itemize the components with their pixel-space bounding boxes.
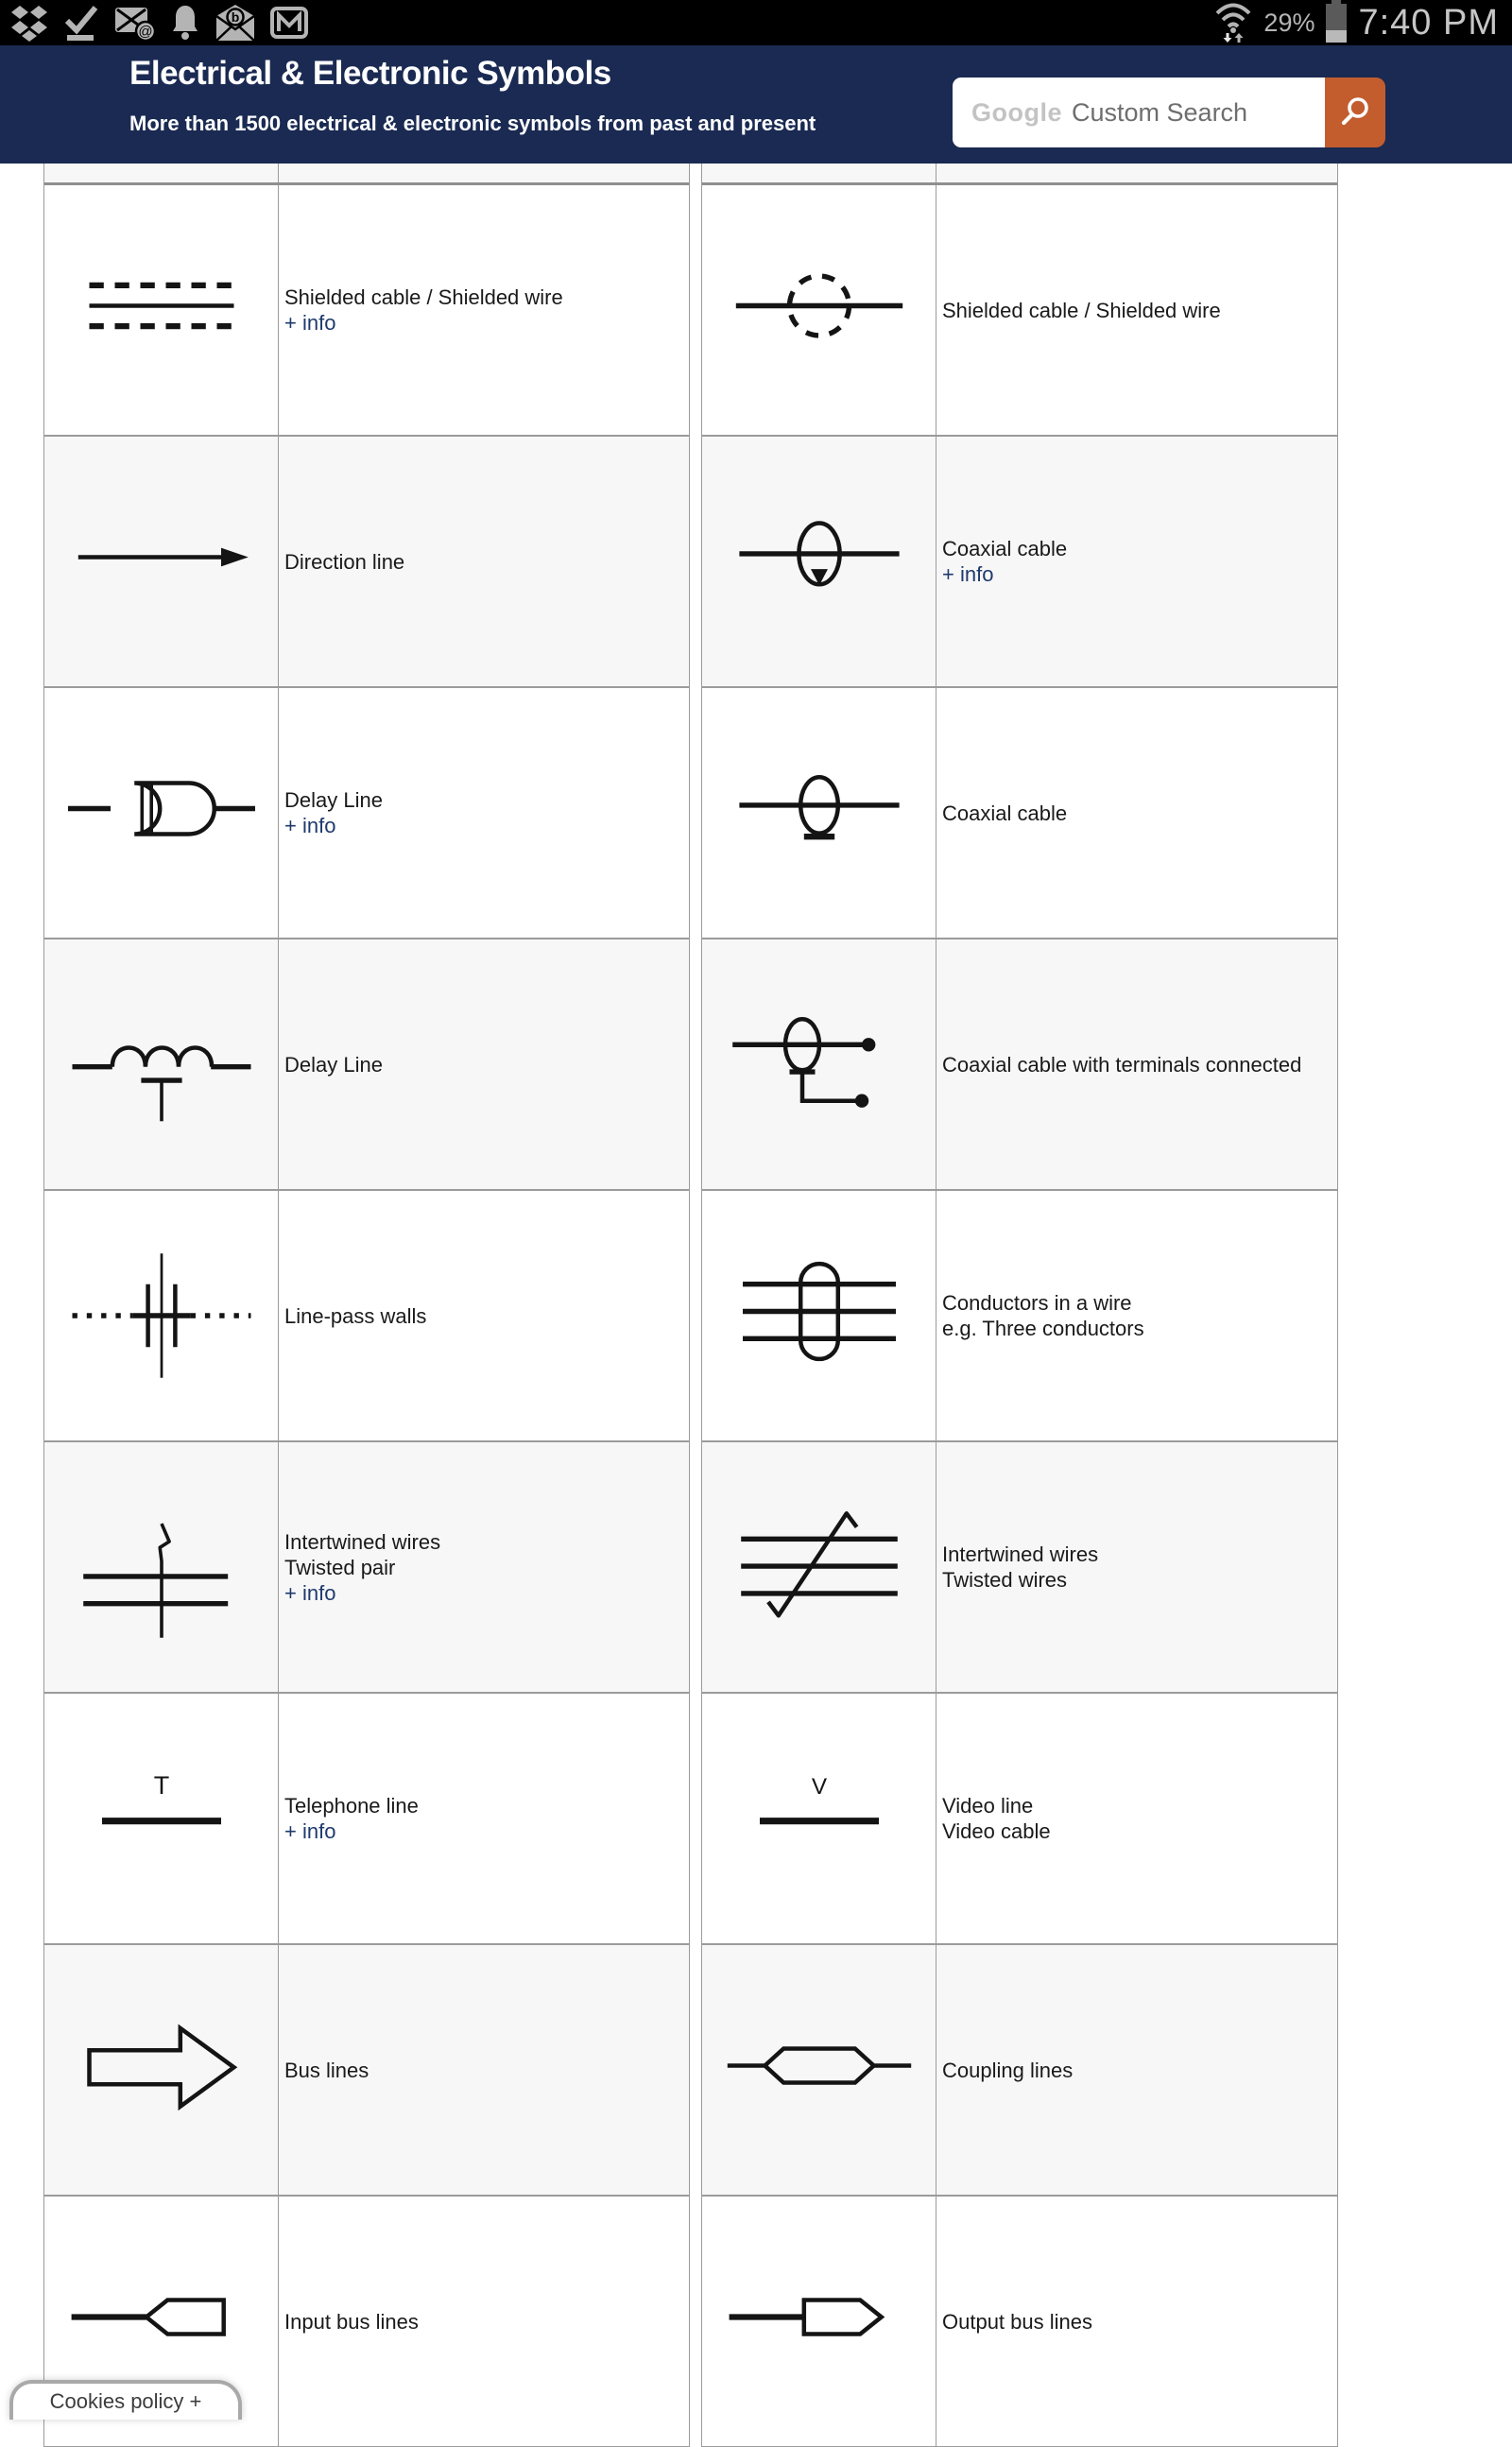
svg-text:b: b xyxy=(231,9,240,25)
coaxial-cable-symbol xyxy=(717,739,921,887)
info-link[interactable]: + info xyxy=(284,1819,336,1843)
symbol-description: Intertwined wires xyxy=(284,1529,441,1554)
symbol-row xyxy=(44,1191,689,1442)
mail-open-b-icon xyxy=(214,4,257,42)
bell-icon xyxy=(169,4,201,42)
google-watermark: Google xyxy=(971,97,1062,127)
symbol-row xyxy=(702,688,1337,939)
info-link[interactable]: + info xyxy=(284,1580,336,1605)
symbol-cell xyxy=(44,688,279,938)
symbol-row xyxy=(702,2197,1337,2446)
notification-icons xyxy=(9,4,309,42)
dropbox-icon xyxy=(9,4,49,42)
battery-percent: 29% xyxy=(1263,8,1315,37)
symbol-cell xyxy=(702,185,936,435)
cookies-policy-tab[interactable] xyxy=(9,2380,242,2420)
description-cell xyxy=(936,1191,1337,1440)
description-cell xyxy=(936,1945,1337,2195)
video-line-symbol xyxy=(717,1745,921,1892)
symbol-row xyxy=(44,1442,689,1694)
description-cell xyxy=(936,1694,1337,1943)
clipped-row xyxy=(702,164,1337,185)
description-cell xyxy=(279,688,689,938)
symbol-cell xyxy=(702,1694,936,1943)
symbol-row xyxy=(702,1945,1337,2197)
symbol-cell xyxy=(44,1442,279,1692)
description-cell xyxy=(279,2197,689,2446)
symbol-row xyxy=(44,688,689,939)
symbol-description: Video line xyxy=(942,1794,1034,1818)
search-button[interactable] xyxy=(1325,78,1385,147)
direction-line-symbol xyxy=(60,488,264,635)
symbol-row xyxy=(702,185,1337,437)
wifi-arrows-icon xyxy=(1212,0,1254,47)
symbol-cell xyxy=(702,1191,936,1440)
symbol-cell xyxy=(44,1694,279,1943)
cookies-policy-label: Cookies policy + xyxy=(49,2389,202,2413)
page-title: Electrical & Electronic Symbols xyxy=(129,55,611,92)
symbol-description: e.g. Three conductors xyxy=(942,1317,1144,1340)
description-cell xyxy=(936,437,1337,686)
symbol-cell xyxy=(702,1442,936,1692)
description-cell xyxy=(279,437,689,686)
symbol-cell xyxy=(702,688,936,938)
symbol-row xyxy=(44,1694,689,1945)
symbol-description: Delay Line xyxy=(284,1052,383,1077)
symbol-cell xyxy=(702,1945,936,2195)
symbol-description: Conductors in a wire xyxy=(942,1291,1132,1315)
symbols-table-right xyxy=(701,164,1338,2447)
symbol-cell xyxy=(44,1191,279,1440)
symbol-cell xyxy=(44,437,279,686)
bus-lines-symbol xyxy=(60,1996,264,2144)
symbol-row xyxy=(44,437,689,688)
description-cell xyxy=(279,185,689,435)
symbol-cell xyxy=(44,1945,279,2195)
symbol-cell xyxy=(702,437,936,686)
symbol-cell xyxy=(44,185,279,435)
status-bar xyxy=(0,0,1512,45)
symbol-description: Direction line xyxy=(284,549,405,574)
symbol-description: Line-pass walls xyxy=(284,1303,427,1328)
line-pass-walls-symbol xyxy=(60,1242,264,1389)
symbols-table-left xyxy=(43,164,690,2447)
symbol-description: Coupling lines xyxy=(942,2058,1074,2082)
description-cell xyxy=(936,939,1337,1189)
description-cell xyxy=(936,1442,1337,1692)
symbol-row xyxy=(702,939,1337,1191)
description-cell xyxy=(279,1694,689,1943)
info-link[interactable]: + info xyxy=(284,814,336,837)
clipped-row xyxy=(44,164,689,185)
delay-line-coil-symbol xyxy=(60,991,264,1138)
symbol-description: Shielded cable / Shielded wire xyxy=(284,285,563,309)
symbol-row xyxy=(44,939,689,1191)
symbol-row xyxy=(702,1191,1337,1442)
symbol-description: Twisted pair xyxy=(284,1555,396,1579)
coaxial-cable-terminals-symbol xyxy=(717,991,921,1138)
delay-line-box-symbol xyxy=(60,739,264,887)
symbol-description: Video cable xyxy=(942,1819,1051,1843)
description-cell xyxy=(279,1191,689,1440)
svg-text:V: V xyxy=(811,1773,827,1800)
telephone-line-symbol xyxy=(60,1745,264,1892)
symbol-row xyxy=(702,1442,1337,1694)
symbol-description: Coaxial cable xyxy=(942,537,1068,560)
site-header xyxy=(0,45,1512,164)
symbol-row xyxy=(44,1945,689,2197)
coaxial-cable-dot-symbol xyxy=(717,488,921,635)
battery-icon xyxy=(1324,0,1349,47)
shielded-cable-circle-symbol xyxy=(717,236,921,384)
symbol-cell xyxy=(702,2197,936,2446)
clock: 7:40 PM xyxy=(1358,2,1499,43)
symbol-description: Delay Line xyxy=(284,788,383,812)
search-input[interactable] xyxy=(953,78,1325,147)
description-cell xyxy=(936,2197,1337,2446)
symbol-row xyxy=(702,1694,1337,1945)
page-content xyxy=(0,164,1512,2447)
symbol-row xyxy=(44,185,689,437)
description-cell xyxy=(936,185,1337,435)
magnifier-icon xyxy=(1337,94,1373,132)
gmail-icon xyxy=(269,4,309,42)
search-bar xyxy=(953,78,1385,147)
description-cell xyxy=(936,688,1337,938)
symbol-description: Shielded cable / Shielded wire xyxy=(942,298,1221,322)
page-subtitle: More than 1500 electrical & electronic symbols from past and present xyxy=(129,112,816,135)
symbol-row xyxy=(702,437,1337,688)
svg-text:T: T xyxy=(153,1770,169,1800)
description-cell xyxy=(279,1442,689,1692)
shielded-cable-dashed-symbol xyxy=(60,236,264,384)
symbol-cell xyxy=(702,939,936,1189)
three-conductors-symbol xyxy=(717,1242,921,1389)
twisted-wires-symbol xyxy=(717,1493,921,1641)
coupling-lines-symbol xyxy=(717,1996,921,2144)
symbol-description: Coaxial cable with terminals connected xyxy=(942,1052,1302,1077)
description-cell xyxy=(279,939,689,1189)
twisted-pair-symbol xyxy=(60,1493,264,1641)
status-indicators xyxy=(1212,0,1499,47)
symbol-description: Input bus lines xyxy=(284,2309,419,2334)
input-bus-lines-symbol xyxy=(60,2248,264,2395)
symbol-description: Twisted wires xyxy=(942,1568,1068,1592)
email-at-icon xyxy=(113,4,157,42)
symbol-description: Coaxial cable xyxy=(942,801,1068,825)
info-link[interactable]: + info xyxy=(942,562,994,586)
description-cell xyxy=(279,1945,689,2195)
symbol-description: Output bus lines xyxy=(942,2309,1092,2334)
search-placeholder: Custom Search xyxy=(1072,97,1248,127)
symbol-cell xyxy=(44,939,279,1189)
symbol-description: Bus lines xyxy=(284,2058,369,2082)
svg-text:@: @ xyxy=(138,24,153,40)
download-check-icon xyxy=(61,4,101,42)
output-bus-lines-symbol xyxy=(717,2248,921,2395)
symbol-description: Telephone line xyxy=(284,1794,419,1818)
symbol-description: Intertwined wires xyxy=(942,1542,1099,1566)
info-link[interactable]: + info xyxy=(284,311,336,335)
